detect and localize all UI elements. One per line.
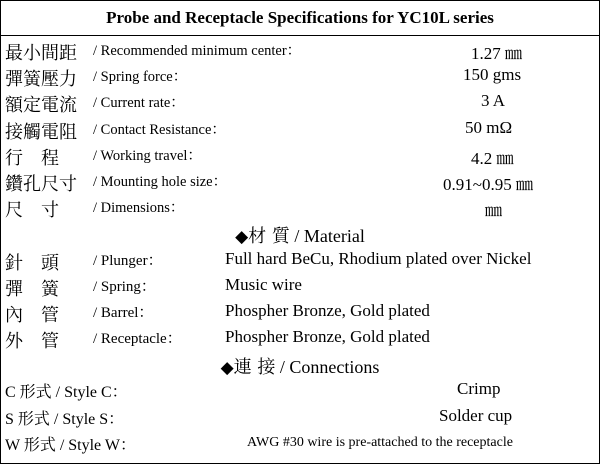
spec-value: 0.91~0.95 ㎜ — [443, 174, 533, 194]
spec-label-cn: 接觸電阻 — [5, 121, 77, 143]
spec-label-cn: 鑽孔尺寸 — [5, 173, 77, 195]
connection-value: Solder cup — [439, 405, 513, 425]
connection-row — [1, 403, 599, 429]
section-title-en: / Material — [294, 226, 365, 247]
material-label-en: / Barrel： — [93, 304, 154, 321]
section-title-cn: 材 質 — [248, 226, 290, 248]
spec-value: ㎜ — [485, 201, 502, 221]
spec-label-en: / Recommended minimum center： — [93, 43, 302, 59]
spec-label-en: / Mounting hole size： — [93, 173, 228, 190]
material-row — [1, 246, 599, 272]
spec-row — [1, 167, 599, 193]
spec-value: 4.2 ㎜ — [471, 148, 514, 168]
material-label-en: / Spring： — [93, 278, 156, 295]
material-row — [1, 298, 599, 324]
spec-value: 150 gms — [463, 65, 522, 85]
spec-row — [1, 115, 599, 141]
connection-label: W 形式 / Style W： — [5, 436, 136, 454]
connection-value: AWG #30 wire is pre-attached to the receptacle — [247, 434, 513, 450]
spec-row — [1, 36, 599, 62]
material-row — [1, 272, 599, 298]
material-value: Phospher Bronze, Gold plated — [225, 300, 430, 320]
spec-value: 3 A — [481, 91, 506, 111]
spec-row — [1, 193, 599, 222]
material-label-cn: 內 管 — [5, 304, 59, 326]
spec-label-en: / Dimensions： — [93, 200, 185, 217]
material-label-cn: 外 管 — [5, 331, 59, 353]
material-label-cn: 針 頭 — [5, 252, 59, 274]
section-heading-material — [1, 219, 599, 248]
spec-label-cn: 彈簧壓力 — [5, 69, 77, 91]
connection-row — [1, 376, 599, 402]
spec-label-en: / Working travel： — [93, 147, 202, 164]
material-label-en: / Receptacle： — [93, 331, 182, 348]
section-heading-connections — [1, 350, 599, 379]
material-label-en: / Plunger： — [93, 252, 163, 269]
spec-label-en: / Current rate： — [93, 95, 185, 112]
material-value: Full hard BeCu, Rhodium plated over Nickel — [225, 248, 532, 268]
spec-value: 1.27 ㎜ — [471, 44, 522, 63]
spec-label-en: / Contact Resistance： — [93, 121, 226, 138]
connection-label: C 形式 / Style C： — [5, 384, 128, 402]
material-value: Phospher Bronze, Gold plated — [225, 327, 430, 347]
connection-label: S 形式 / Style S： — [5, 410, 125, 428]
section-title-cn: 連 接 — [233, 357, 276, 379]
diamond-icon: ◆ — [235, 227, 249, 247]
material-label-cn: 彈 簧 — [5, 278, 59, 300]
spec-value: 50 mΩ — [465, 117, 513, 137]
spec-row — [1, 62, 599, 91]
spec-label-en: / Spring force： — [93, 69, 188, 86]
page-title: Probe and Receptacle Specifications for YC10L series — [1, 1, 599, 36]
material-value: Music wire — [225, 274, 302, 294]
material-row — [1, 324, 599, 353]
section-title-en: / Connections — [279, 357, 380, 378]
spec-row — [1, 88, 599, 117]
spec-row — [1, 141, 599, 167]
connection-value: Crimp — [457, 379, 501, 399]
spec-label-cn: 最小間距 — [5, 43, 77, 64]
spec-label-cn: 尺 寸 — [5, 200, 59, 222]
spec-label-cn: 行 程 — [5, 147, 59, 169]
connection-row — [1, 429, 599, 455]
spec-label-cn: 額定電流 — [5, 95, 77, 117]
diamond-icon: ◆ — [220, 358, 234, 378]
